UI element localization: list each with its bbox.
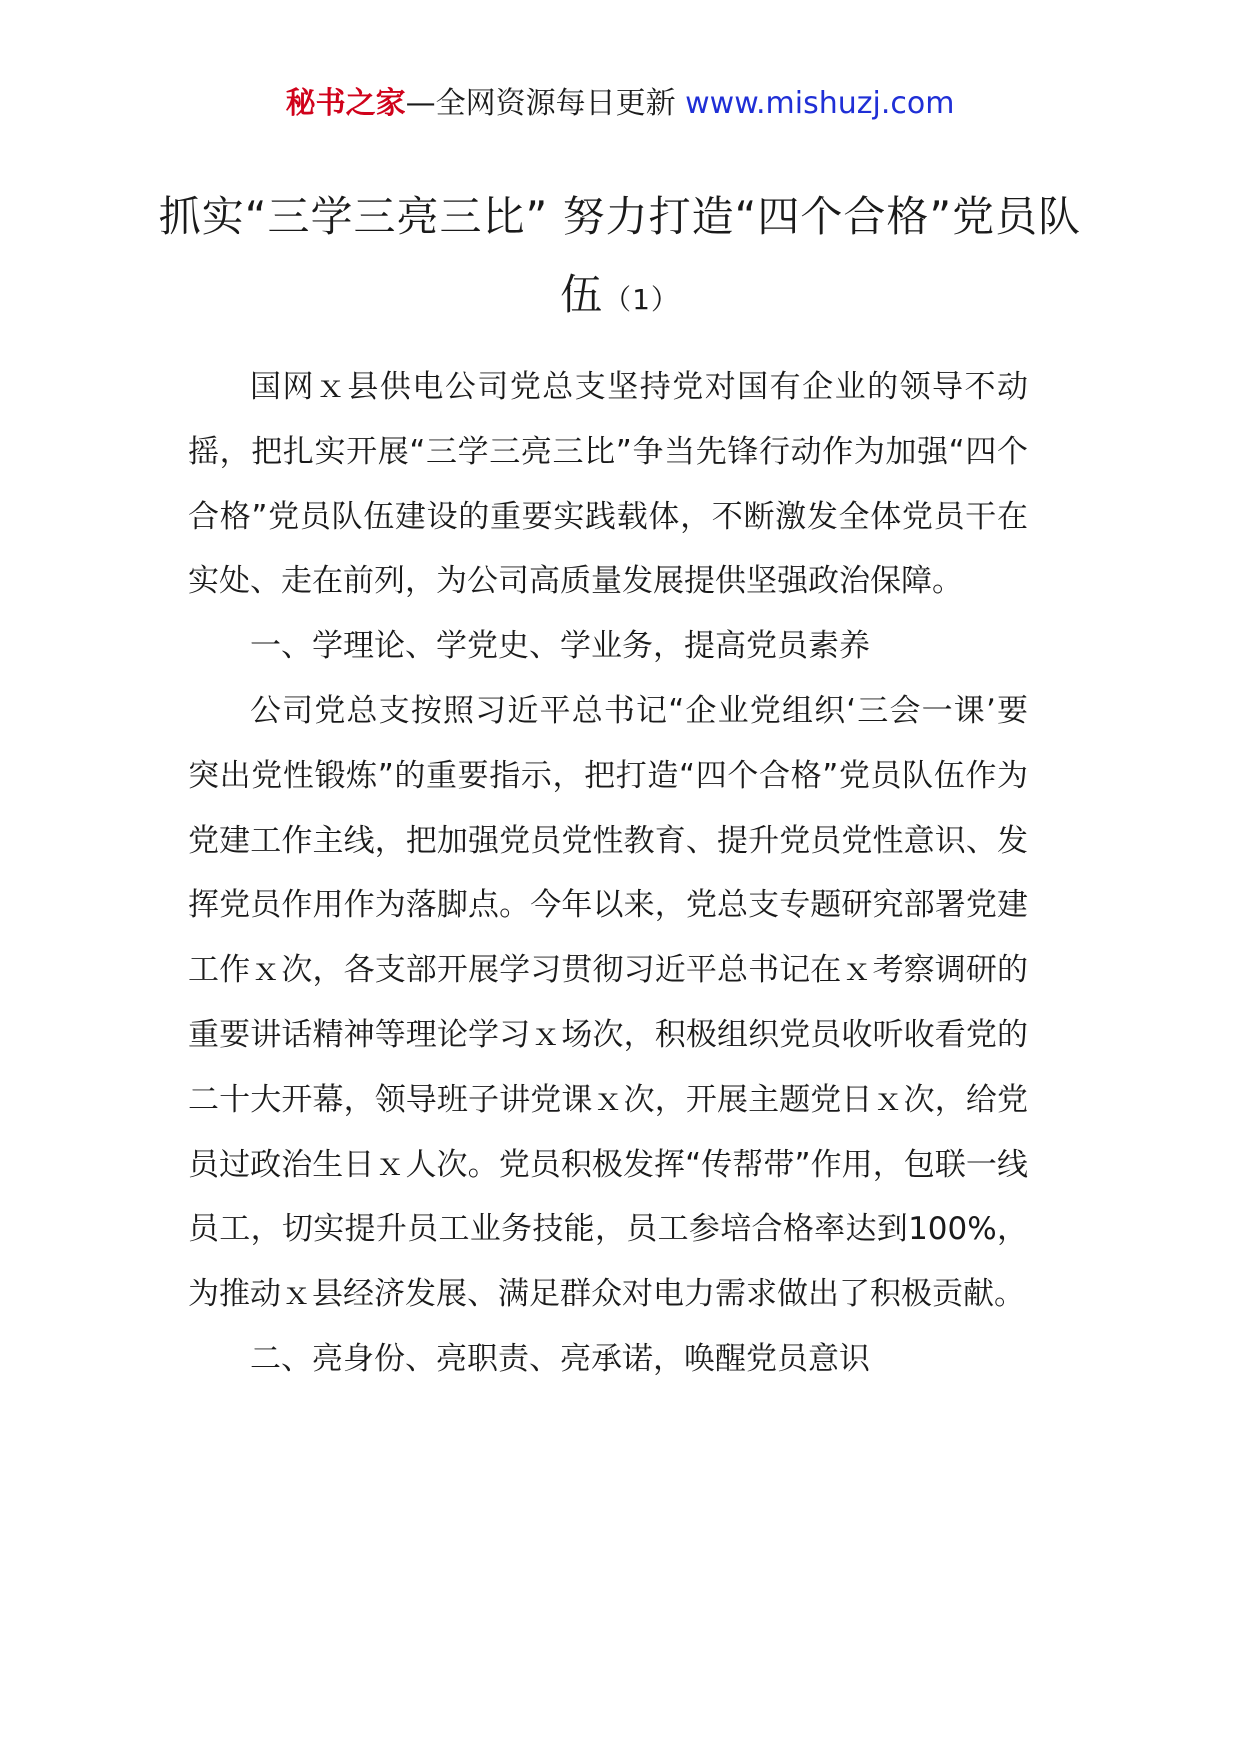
document-body [188, 355, 1028, 1392]
body-paragraph: 公司党总支按照习近平总书记“企业党组织‘三会一课’要突出党性锻炼”的重要指示，把打造“四个合格”党员队伍作为党建工作主线，把加强党员党性教育、提升党员党性意识、发挥党员作用作为落脚点。今年以来，党总支专题研究部署党建工作ｘ次，各支部开展学习贯彻习近平总书记在ｘ考察调研的重要讲话精神等理论学习ｘ场次，积极组织党员收听收看党的二十大开幕，领导班子讲党课ｘ次，开展主题党日ｘ次，给党员过政治生日ｘ人次。党员积极发挥“传帮带”作用，包联一线员工，切实提升员工业务技能，员工参培合格率达到100%，为推动ｘ县经济发展、满足群众对电力需求做出了积极贡献。 [188, 692, 1028, 1313]
section-heading-2: 二、亮身份、亮职责、亮承诺，唤醒党员意识 [250, 1340, 870, 1377]
site-header [0, 84, 1240, 124]
document-title-text: 抓实“三学三亮三比” 努力打造“四个合格”党员队伍 [158, 192, 1082, 319]
document-title [150, 178, 1090, 339]
site-tagline: —全网资源每日更新 [405, 86, 686, 121]
section-heading-1: 一、学理论、学党史、学业务，提高党员素养 [250, 628, 870, 665]
site-brand: 秘书之家 [285, 86, 406, 121]
document-title-suffix: （1） [603, 283, 680, 316]
site-url[interactable]: www.mishuzj.com [685, 86, 955, 121]
intro-paragraph: 国网ｘ县供电公司党总支坚持党对国有企业的领导不动摇，把扎实开展“三学三亮三比”争当先锋行动作为加强“四个合格”党员队伍建设的重要实践载体，不断激发全体党员干在实处、走在前列，为公司高质量发展提供坚强政治保障。 [188, 369, 1028, 600]
